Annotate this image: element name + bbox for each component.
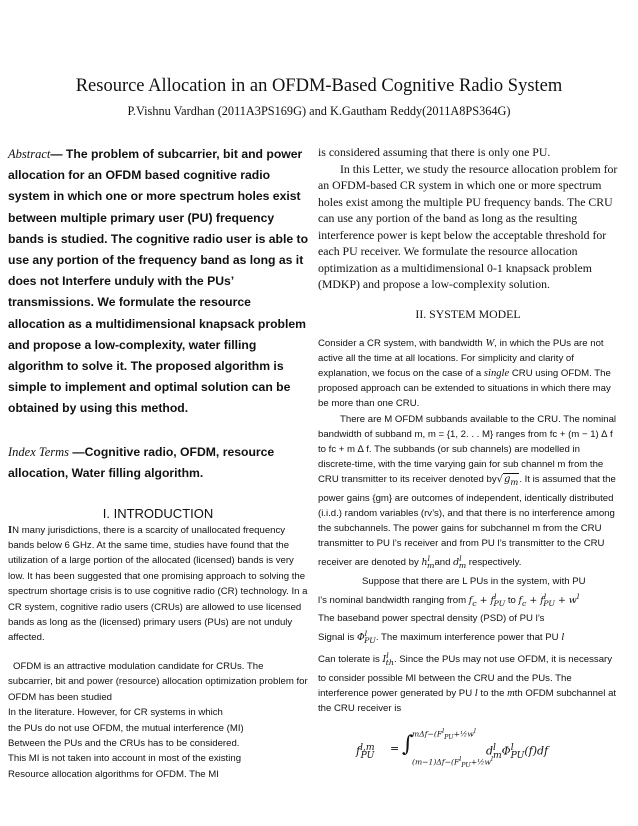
text-run: . Since the PUs may not use OFDM, it is necessary to consider possible MI between the CRU and the PUs. The interference power generated by PU [318, 654, 613, 699]
emphasis-single: single [483, 367, 510, 379]
integral-sign: ∫ [402, 732, 414, 758]
text-run: There are M OFDM subbands available to the CRU. The nominal bandwidth of subband m, m = {1, 2. . . M} ranges from fc + (m − 1) ∆ f to fc + m ∆ f. The subbands (or sub channels) are modelled in discrete-time, with the time varying gain for sub channel m from the CRU transmitter to its receiver denoted by [318, 413, 617, 486]
m-symbol: m [507, 687, 515, 699]
intro-p2-line: Between the PUs and the CRUs has to be considered. [8, 737, 240, 749]
intro-p2-line: OFDM is an attractive modulation candidate for CRUs. The subcarrier, bit and power (resource) allocation optimization problem for OFDM has been studied [8, 660, 308, 703]
d-symbol: $d^l_m$ [453, 554, 467, 571]
text-run: Can tolerate is [318, 654, 383, 666]
intro-paragraph-1 [8, 523, 308, 646]
d-letter: d [453, 557, 460, 569]
l-symbol: l [561, 632, 565, 644]
index-terms [8, 442, 308, 484]
intro-p2-line: Resource allocation algorithms for OFDM. The MI [8, 768, 219, 780]
text-run: , in which the PUs are not active all the time at all locations. For simplicity and clarity of explanation, we focus on the case of a [318, 337, 604, 379]
system-model-paragraph-3b [318, 589, 618, 611]
system-model-paragraph-2 [318, 412, 618, 574]
intro-continuation: is considered assuming that there is only one PU. [318, 145, 551, 159]
text-run: and [434, 557, 454, 569]
intro-dropcap: I [8, 524, 13, 536]
phi-symbol: $\Phi^l_{PU}$ [356, 629, 376, 646]
intro-p2-line: This MI is not taken into account in most of the existing [8, 753, 242, 765]
text-run: . The maximum interference power that PU [375, 632, 562, 644]
left-column [8, 144, 308, 782]
psd-line-2 [318, 626, 618, 648]
psd-line: The baseband power spectral density (PSD) of PU l’s [318, 612, 545, 624]
system-model-paragraph-3: Suppose that there are L PUs in the system, with PU [362, 575, 586, 587]
intro-paragraph-2 [8, 659, 308, 782]
right-column [318, 144, 618, 772]
intro-p2-line: the PUs do not use OFDM, the mutual interference (MI) [8, 722, 244, 734]
pu-band-start: $f_c + f^l_{PU}$ [468, 591, 506, 608]
intro-p1-text: N many jurisdictions, there is a scarcity of unallocated frequency bands below 6 GHz. At the same time, studies have found that the utilization of a large portion of the allocated (licensed) bands is very low. It has been suggested that one promising approach to solving the spectrum shortage crisis is to use cognitive radio (CR) technology. In a CR system, cognitive radio users (CRUs) are allowed to use licensed bands as long as the (licensed) primary users (PUs) are not unduly affected. [8, 524, 308, 644]
integral-upper-limit: $m\Delta f-(F^l_{PU}+\frac{1}{2}w^l$ [412, 728, 476, 742]
text-run: to the [477, 687, 508, 699]
text-run: to [505, 594, 519, 606]
equation-lhs: $f^{l,m}_{PU}$ [356, 742, 375, 762]
bandwidth-symbol: W [485, 337, 495, 349]
h-symbol: $h^l_m$ [421, 554, 435, 571]
integral-lower-limit: $(m-1)\Delta f-(F^l_{PU}+\frac{1}{2}w^l$ [412, 756, 493, 770]
sqrt-gm-symbol: $√g_m$ [496, 474, 519, 488]
f-letter: f [468, 594, 473, 606]
text-run: l’s nominal bandwidth ranging from [318, 594, 469, 606]
ith-symbol: $I^l_{th}$ [382, 651, 394, 668]
text-run: Signal is [318, 632, 357, 644]
l-symbol: l [474, 687, 478, 699]
equation-equals: = [390, 742, 400, 756]
intro-p2-line: In the literature. However, for CR systems in which [8, 707, 223, 719]
tolerance-paragraph [318, 648, 618, 716]
gm-subscript: m [510, 477, 519, 488]
index-terms-text: —Cognitive radio, OFDM, resource allocation, Water filling algorithm. [8, 444, 275, 480]
text-run: Consider a CR system, with bandwidth [318, 337, 486, 349]
abstract [8, 144, 308, 420]
h-letter: h [421, 557, 428, 569]
abstract-lead: Abstract [8, 147, 51, 161]
letter-paragraph: In this Letter, we study the resource allocation problem for an OFDM-based CR system in which one or more spectrum holes exist among the multiple PU frequency bands. The CRU can use any portion of the band as long as the resulting interference power is kept below the acceptable threshold for each PU receiver. We formulate the resource allocation optimization as a multidimensional 0-1 knapsack problem (MDKP) and propose a low-complexity solution. [318, 161, 618, 291]
text-run: respectively. [466, 557, 522, 569]
text-run: . It is assumed that the power gains {gm} are outcomes of independent, identically distributed (i.i.d.) random variables (rv’s), and that there is no interference among the subchannels. The power gains for subchannel m from the CRU transmitter to PU l’s receiver and from PU l’s transmitter to the CRU receiver are denoted by [318, 474, 616, 569]
system-model-paragraph-1 [318, 336, 618, 412]
paper-title: Resource Allocation in an OFDM-Based Cognitive Radio System [75, 76, 563, 96]
interference-equation [318, 728, 618, 772]
text-run: th OFDM subchannel at the CRU receiver is [318, 687, 617, 714]
integrand: $d^l_m\Phi^l_{PU}(f)df$ [486, 742, 549, 762]
paper-authors: P.Vishnu Vardhan (2011A3PS169G) and K.Gautham Reddy(2011A8PS364G) [127, 104, 511, 118]
abstract-text: — The problem of subcarrier, bit and power allocation for an OFDM based cognitive radio system in which one or more spectrum holes exist between multiple primary user (PU) frequency bands is studied. The cognitive radio user is able to use any portion of the frequency band as long as it does not Interfere unduly with the PUs’ transmissions. We formulate the resource allocation as a multidimensional knapsack problem and propose a low-complexity, water filling algorithm to solve it. The proposed algorithm is simple to implement and optimal solution can be obtained by using this method. [8, 147, 309, 416]
pu-band-end: $f_c + f^l_{PU} + w^l$ [518, 591, 580, 608]
text-run: CRU using OFDM. The proposed approach can be extended to situations in which there may be more than one CRU. [318, 367, 611, 410]
system-model-heading: II. SYSTEM MODEL [415, 306, 521, 321]
index-terms-lead: Index Terms [8, 444, 69, 459]
gm-symbol: g [504, 474, 511, 486]
intro-heading: I. INTRODUCTION [102, 505, 214, 521]
